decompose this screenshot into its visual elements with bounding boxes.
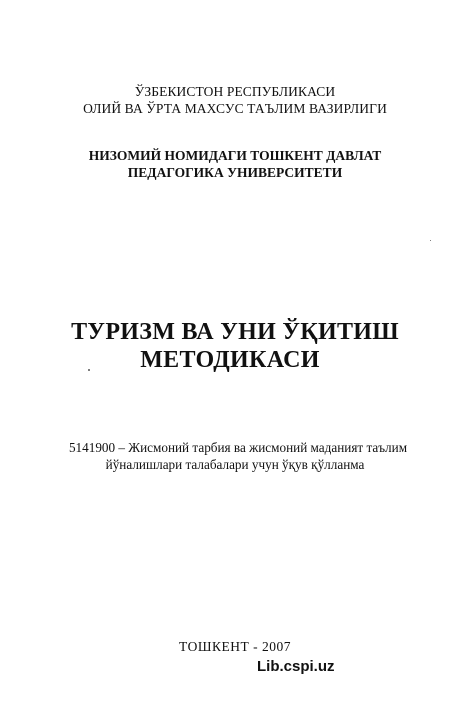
ministry-line-2: ОЛИЙ ВА ЎРТА МАХСУС ТАЪЛИМ ВАЗИРЛИГИ <box>83 101 387 116</box>
subtitle-line-1: 5141900 – Жисмоний тарбия ва жисмоний маданият таълим <box>68 440 408 455</box>
university-header <box>0 147 470 181</box>
book-title <box>0 318 470 374</box>
book-subtitle <box>0 439 470 473</box>
university-line-2: ПЕДАГОГИКА УНИВЕРСИТЕТИ <box>127 165 343 180</box>
watermark-text: Lib.cspi.uz <box>257 658 335 675</box>
subtitle-line-2: йўналишлари талабалари учун ўқув қўлланма <box>105 457 365 472</box>
university-line-1: НИЗОМИЙ НОМИДАГИ ТОШКЕНТ ДАВЛАТ <box>88 148 382 163</box>
ministry-header <box>0 83 470 117</box>
title-line-1: ТУРИЗМ ВА УНИ ЎҚИТИШ <box>71 319 399 345</box>
city-year <box>0 638 470 655</box>
scan-speck <box>430 240 431 241</box>
scan-speck <box>88 369 90 371</box>
ministry-line-1: ЎЗБЕКИСТОН РЕСПУБЛИКАСИ <box>134 84 336 99</box>
title-line-2: МЕТОДИКАСИ <box>140 347 320 373</box>
city-year-text: ТОШКЕНТ - 2007 <box>179 639 291 654</box>
